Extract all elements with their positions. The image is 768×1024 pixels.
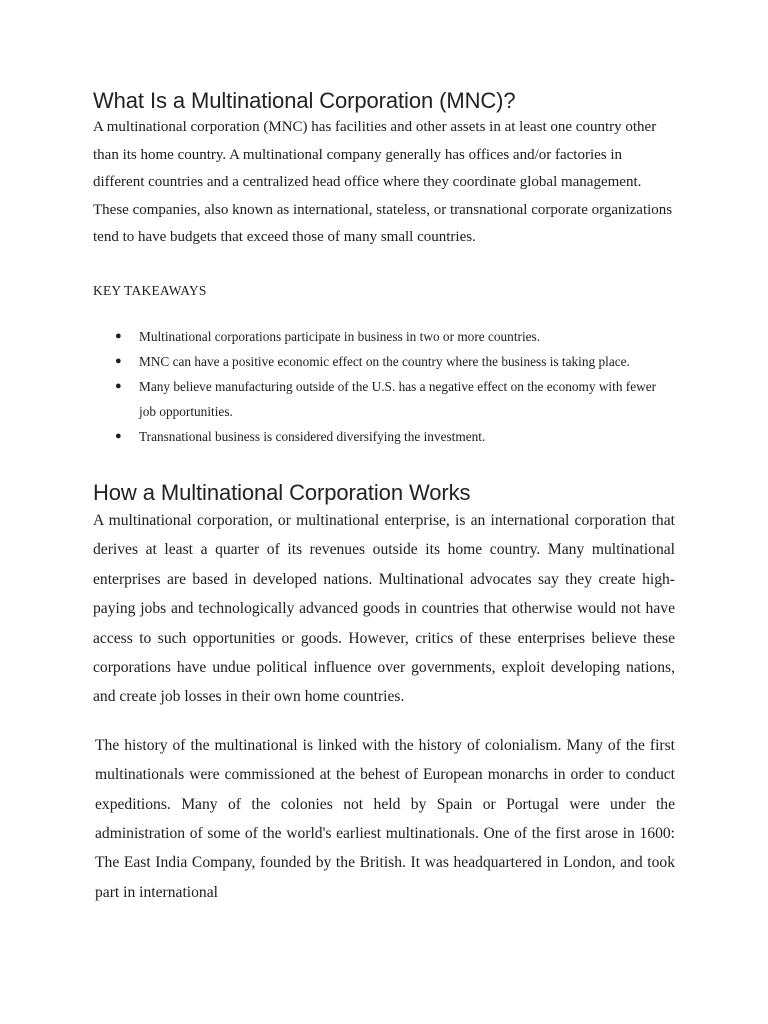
- list-item: [93, 374, 675, 424]
- body-paragraph-1: A multinational corporation, or multinational enterprise, is an international corporation that derives at least a quarter of its revenues outside its home country. Many multinational enterprises are based in developed nations. Multinational advocates say they create high-paying jobs and technologically advanced goods in countries that otherwise would not have access to such opportunities or goods. However, critics of these enterprises believe these corporations have undue political influence over governments, exploit developing nations, and create job losses in their own home countries.: [93, 511, 675, 706]
- list-item: [93, 424, 675, 449]
- bullet-icon: ●: [115, 329, 122, 342]
- section-title-what-is-mnc: What Is a Multinational Corporation (MNC)?: [93, 88, 516, 113]
- list-item-text: Many believe manufacturing outside of the U.S. has a negative effect on the economy with fewer job opportunities.: [139, 378, 657, 419]
- section-how-mnc-works: [93, 480, 675, 907]
- key-takeaways-heading: KEY TAKEAWAYS: [93, 282, 207, 298]
- section-title-how-mnc-works: How a Multinational Corporation Works: [93, 479, 471, 505]
- key-takeaways-list: [93, 324, 675, 449]
- list-item-text: MNC can have a positive economic effect on the country where the business is taking place.: [139, 353, 630, 369]
- intro-paragraph: A multinational corporation (MNC) has facilities and other assets in at least one country other than its home country. A multinational company generally has offices and/or factories in different countries and a centralized head office where they coordinate global management. These companies, also known as international, stateless, or transnational corporate organizations tend to have budgets that exceed those of many small countries.: [93, 119, 673, 246]
- list-item-text: Multinational corporations participate in business in two or more countries.: [139, 328, 541, 344]
- bullet-icon: ●: [115, 379, 122, 392]
- bullet-icon: ●: [115, 429, 122, 442]
- body-paragraph-2: The history of the multinational is linked with the history of colonialism. Many of the first multinationals were commissioned at the behest of European monarchs in order to conduct expeditions. Many of the colonies not held by Spain or Portugal were under the administration of some of the world's earliest multinationals. One of the first arose in 1600: The East India Company, founded by the British. It was headquartered in London, and took part in international: [95, 736, 675, 901]
- list-item: [93, 349, 675, 374]
- document-page: [93, 88, 675, 907]
- bullet-icon: ●: [115, 354, 122, 367]
- list-item-text: Transnational business is considered diversifying the investment.: [139, 428, 486, 444]
- list-item: [93, 324, 675, 349]
